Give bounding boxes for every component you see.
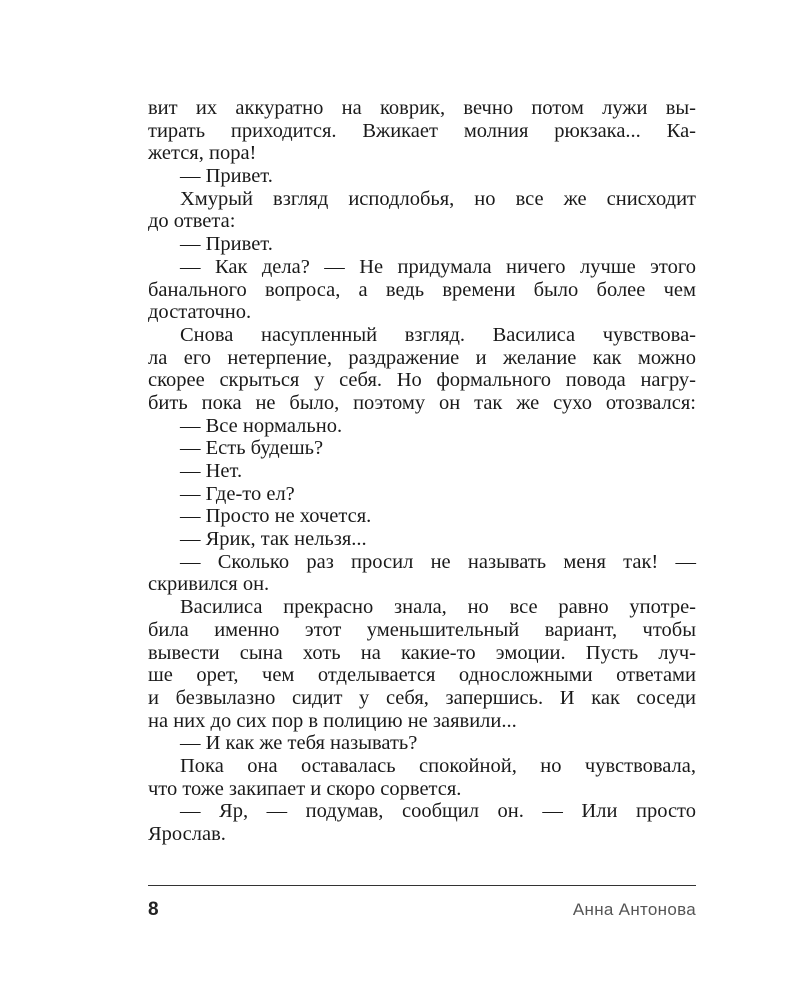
text-line: била именно этот уменьшительный вариант, чтобы [148, 618, 696, 641]
text-line: — Есть будешь? [180, 437, 324, 460]
text-line: Пока она оставалась спокойной, но чувствовала, [180, 754, 696, 777]
text-line: — Привет. [180, 165, 273, 188]
text-line: скривился он. [148, 573, 270, 596]
text-line: — Все нормально. [180, 414, 343, 437]
text-line: — Ярик, так нельзя... [180, 528, 367, 551]
text-line: на них до сих пор в полицию не заявили... [148, 709, 517, 732]
text-line: — Яр, — подумав, сообщил он. — Или просто [180, 800, 696, 823]
page-number: 8 [148, 899, 159, 920]
text-line: тирать приходится. Вжикает молния рюкзака... Ка- [148, 119, 696, 142]
text-line: Ярослав. [148, 823, 226, 845]
body-text [148, 97, 696, 846]
text-line: — Привет. [180, 233, 273, 256]
text-line: — Просто не хочется. [180, 505, 372, 528]
text-line: достаточно. [148, 301, 252, 324]
text-line: — И как же тебя называть? [180, 732, 418, 755]
text-line: — Где-то ел? [180, 482, 295, 505]
text-line: ла его нетерпение, раздражение и желание как можно [148, 346, 696, 369]
text-line: до ответа: [148, 210, 236, 233]
text-line: вывести сына хоть на какие-то эмоции. Пусть луч- [148, 641, 696, 664]
text-line: Снова насупленный взгляд. Василиса чувствова- [180, 323, 696, 346]
text-line: что тоже закипает и скоро сорвется. [148, 777, 462, 800]
text-line: — Сколько раз просил не называть меня так! — [180, 550, 696, 573]
text-line: Хмурый взгляд исподлобья, но все же снисходит [180, 187, 696, 210]
text-line: бить пока не было, поэтому он так же сухо отозвался: [148, 391, 696, 414]
running-author: Анна Антонова [572, 900, 696, 919]
text-line: жется, пора! [148, 142, 257, 165]
text-line: вит их аккуратно на коврик, вечно потом лужи вы- [148, 97, 696, 119]
text-line: — Нет. [180, 460, 243, 482]
footer-divider [148, 885, 696, 886]
text-line: Василиса прекрасно знала, но все равно употре- [180, 596, 696, 619]
text-line: и безвылазно сидит у себя, запершись. И как соседи [148, 686, 696, 709]
text-line: банального вопроса, а ведь времени было более чем [148, 278, 696, 301]
text-line: ше орет, чем отделывается односложными ответами [148, 664, 696, 687]
text-line: — Как дела? — Не придумала ничего лучше этого [180, 255, 696, 278]
text-line: скорее скрыться у себя. Но формального повода нагру- [148, 369, 696, 392]
